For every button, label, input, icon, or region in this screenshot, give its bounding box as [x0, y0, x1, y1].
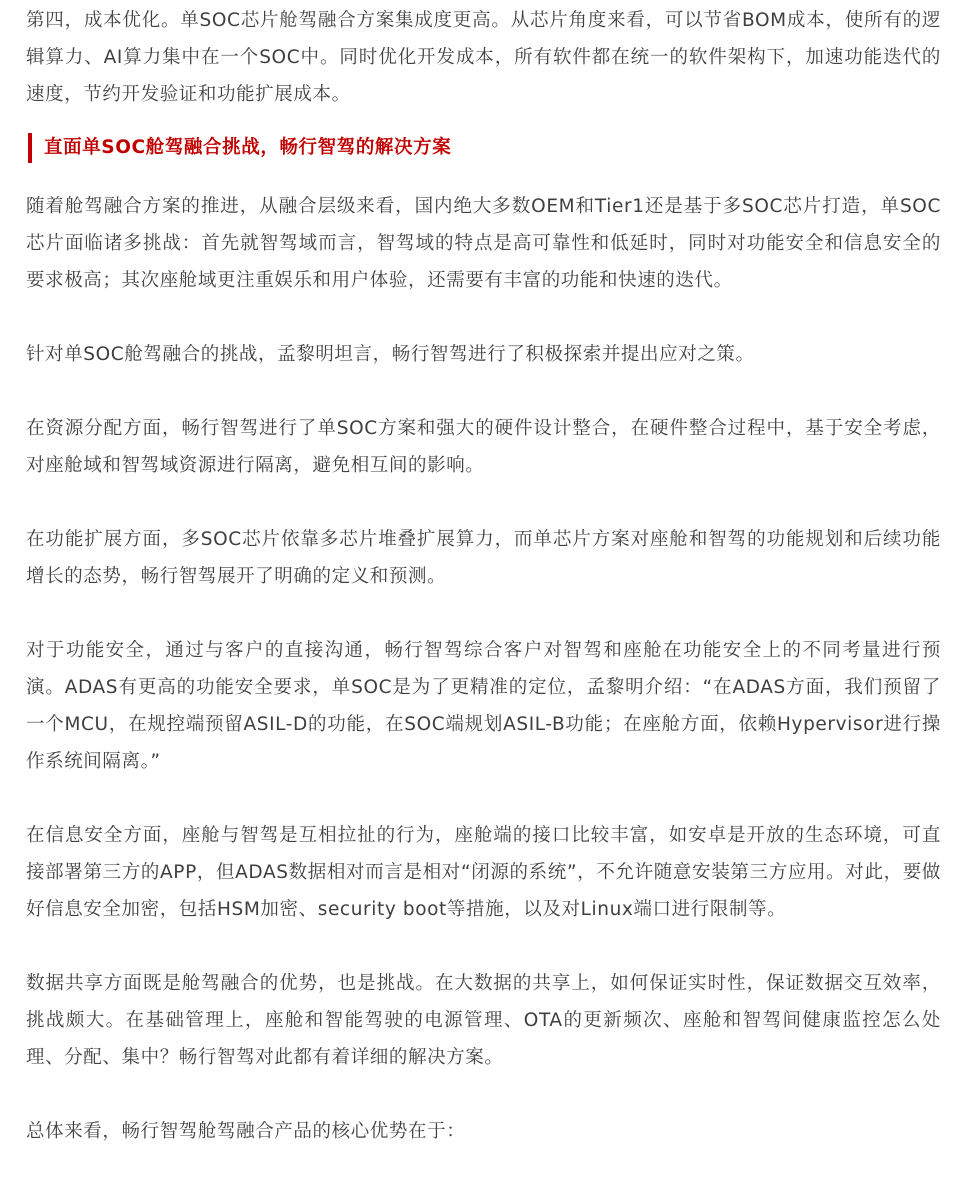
section-accent-bar: [28, 133, 32, 163]
intro-paragraph: 第四，成本优化。单SOC芯片舱驾融合方案集成度更高。从芯片角度来看，可以节省BOM成本，使所有的逻辑算力、AI算力集中在一个SOC中。同时优化开发成本，所有软件都在统一的软件架构下，加速功能迭代的速度，节约开发验证和功能扩展成本。: [26, 10, 941, 105]
paragraph-response: 针对单SOC舱驾融合的挑战，孟黎明坦言，畅行智驾进行了积极探索并提出应对之策。: [26, 344, 755, 365]
section-heading: [26, 132, 941, 164]
section-title: 直面单SOC舱驾融合挑战，畅行智驾的解决方案: [44, 137, 452, 158]
paragraph-functional-safety: 对于功能安全，通过与客户的直接沟通，畅行智驾综合客户对智驾和座舱在功能安全上的不同考量进行预演。ADAS有更高的功能安全要求，单SOC是为了更精准的定位，孟黎明介绍：“在ADAS方面，我们预留了一个MCU，在规控端预留ASIL-D的功能，在SOC端规划ASIL-B功能；在座舱方面，依赖Hypervisor进行操作系统间隔离。”: [26, 640, 941, 772]
paragraph-resource-allocation: 在资源分配方面，畅行智驾进行了单SOC方案和强大的硬件设计整合，在硬件整合过程中，基于安全考虑，对座舱域和智驾域资源进行隔离，避免相互间的影响。: [26, 418, 941, 476]
paragraph-function-expansion: 在功能扩展方面，多SOC芯片依靠多芯片堆叠扩展算力，而单芯片方案对座舱和智驾的功能规划和后续功能增长的态势，畅行智驾展开了明确的定义和预测。: [26, 529, 941, 587]
paragraph-challenges: 随着舱驾融合方案的推进，从融合层级来看，国内绝大多数OEM和Tier1还是基于多SOC芯片打造，单SOC芯片面临诸多挑战：首先就智驾域而言，智驾域的特点是高可靠性和低延时，同时对功能安全和信息安全的要求极高；其次座舱域更注重娱乐和用户体验，还需要有丰富的功能和快速的迭代。: [26, 196, 941, 291]
paragraph-summary: 总体来看，畅行智驾舱驾融合产品的核心优势在于：: [26, 1121, 466, 1142]
paragraph-information-security: 在信息安全方面，座舱与智驾是互相拉扯的行为，座舱端的接口比较丰富，如安卓是开放的生态环境，可直接部署第三方的APP，但ADAS数据相对而言是相对“闭源的系统”，不允许随意安装第三方应用。对此，要做好信息安全加密，包括HSM加密、security boot等措施，以及对Linux端口进行限制等。: [26, 825, 941, 920]
paragraph-data-sharing: 数据共享方面既是舱驾融合的优势，也是挑战。在大数据的共享上，如何保证实时性，保证数据交互效率，挑战颇大。在基础管理上，座舱和智能驾驶的电源管理、OTA的更新频次、座舱和智驾间健康监控怎么处理、分配、集中？畅行智驾对此都有着详细的解决方案。: [26, 973, 941, 1068]
